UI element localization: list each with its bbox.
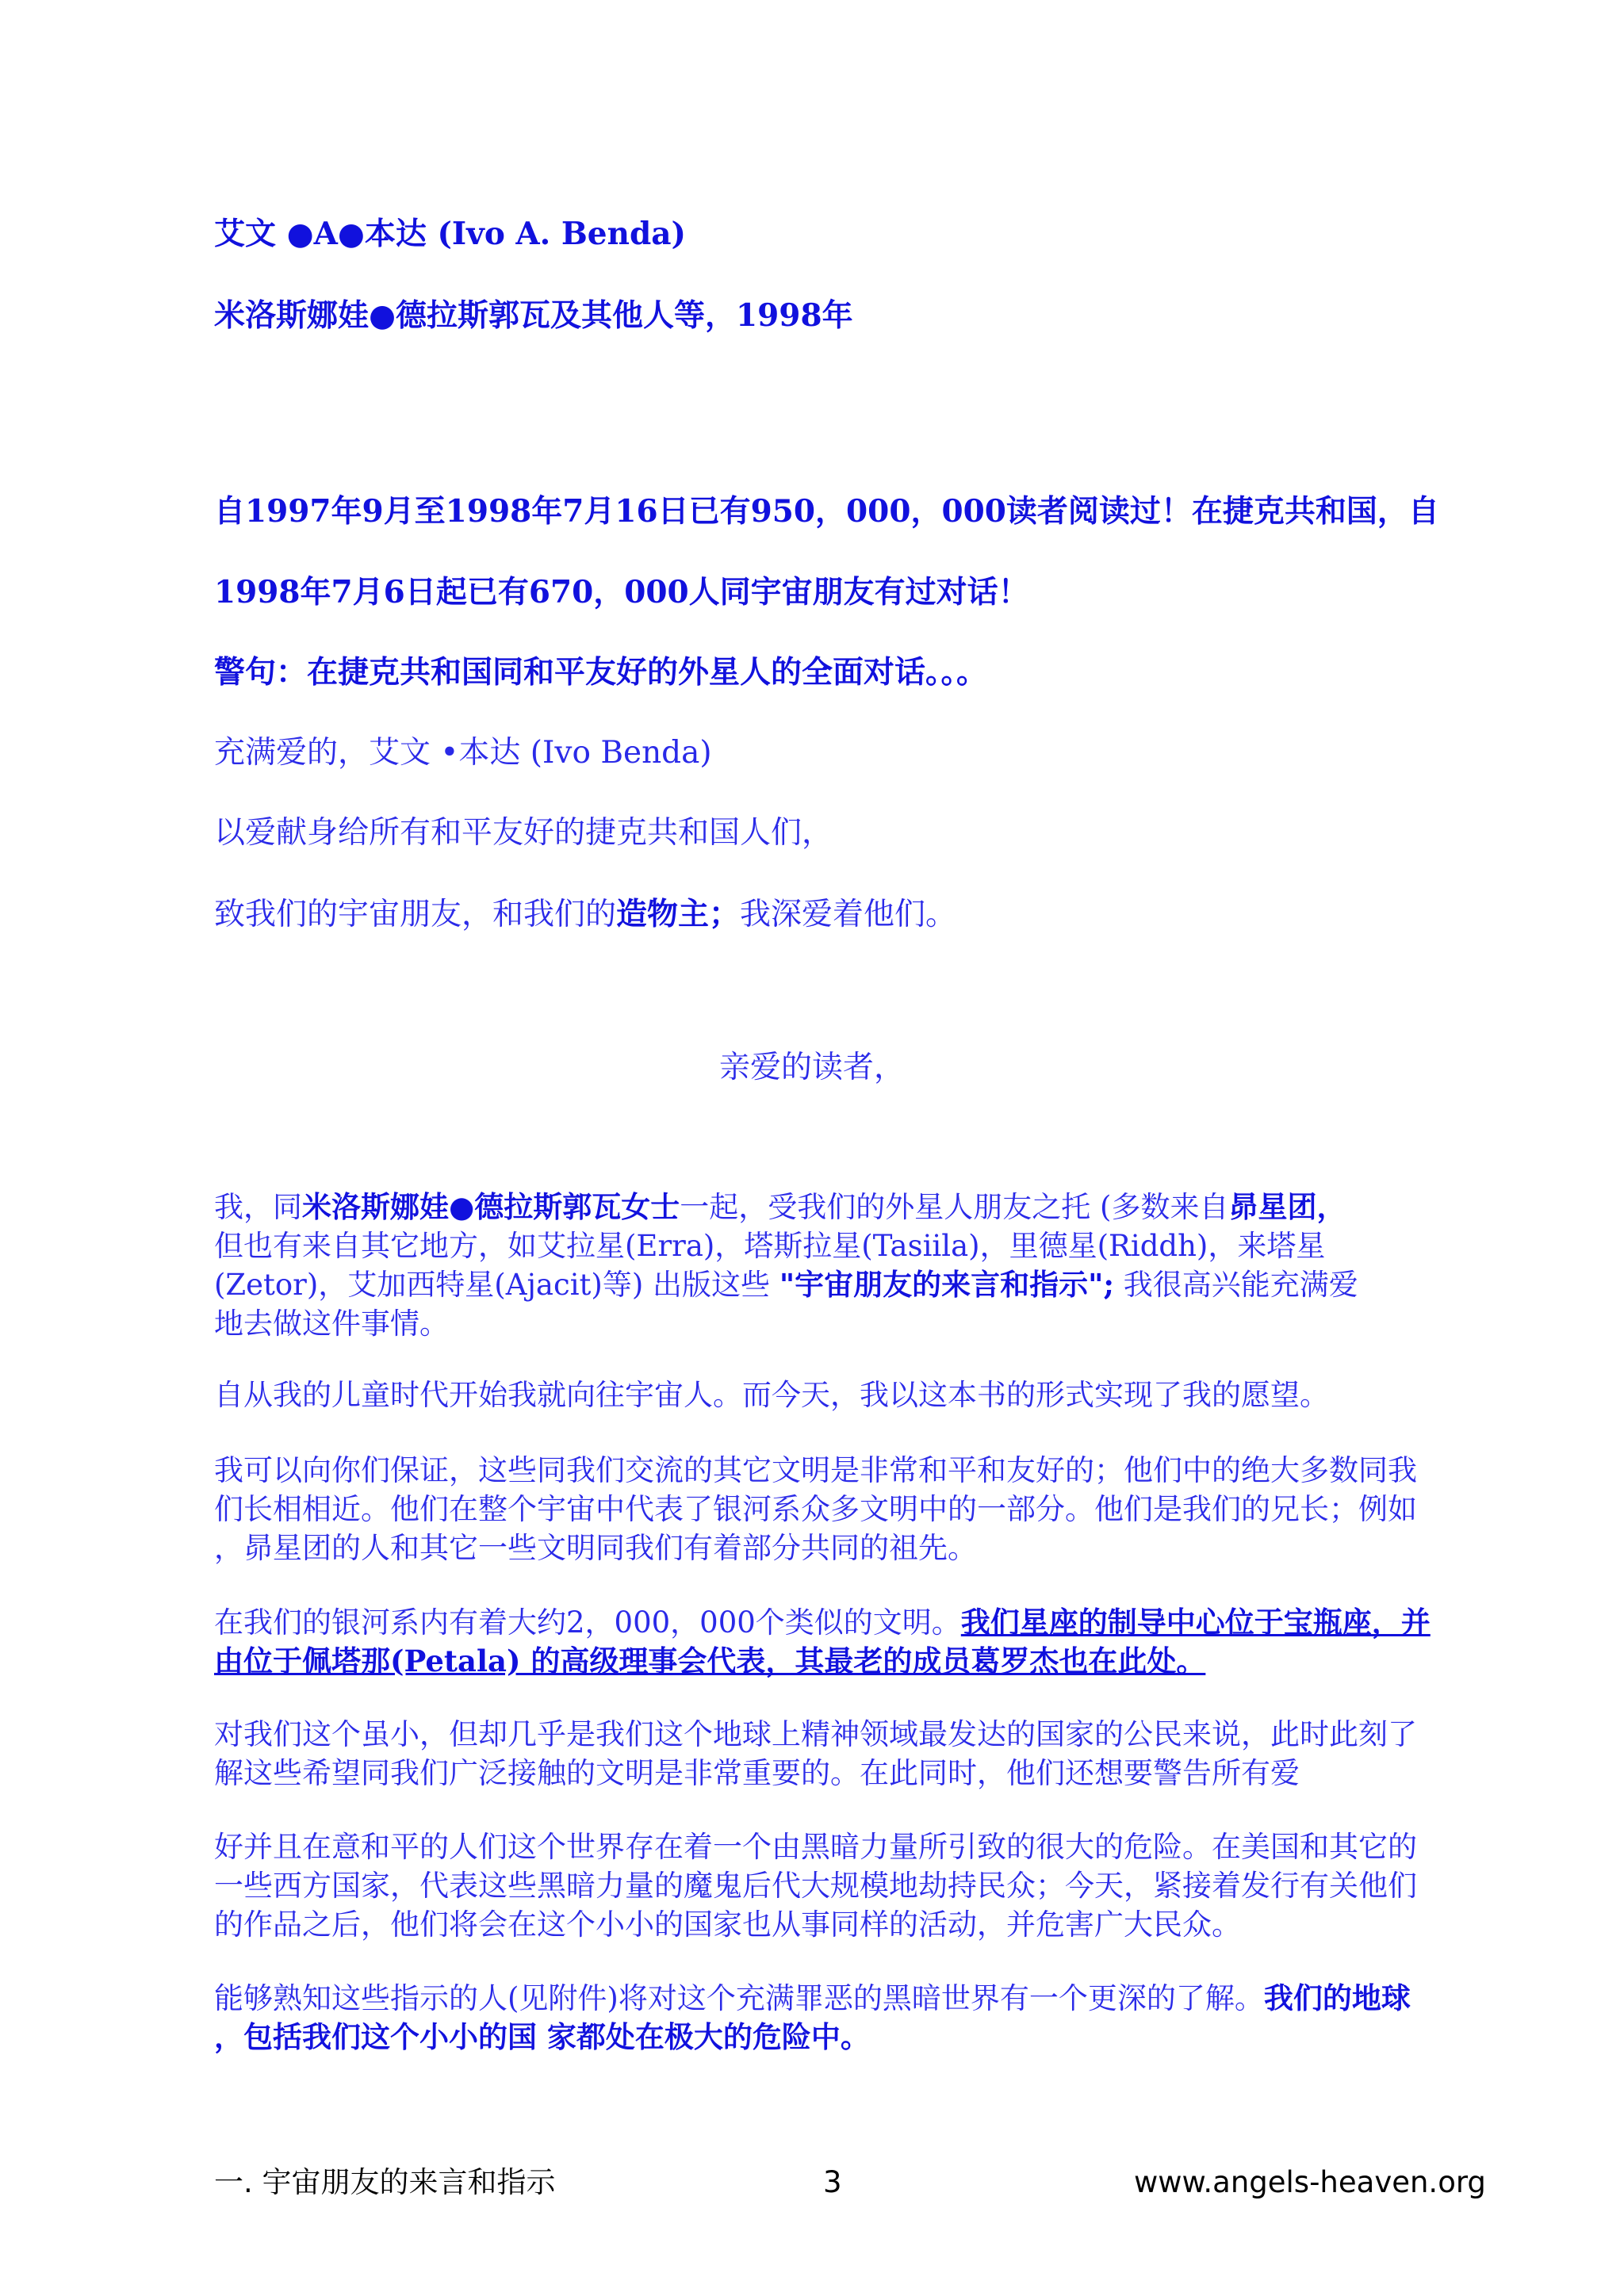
p7-text-a: 能够熟知这些指示的人(见附件)将对这个充满罪恶的黑暗世界有一个更深的了解。 (214, 1981, 1264, 2015)
paragraph-6-line-3: 的作品之后，他们将会在这个小小的国家也从事同样的活动，并危害广大民众。 (214, 1908, 1241, 1942)
paragraph-6 (214, 1827, 1459, 1944)
paragraph-5-line-2: 解这些希望同我们广泛接触的文明是非常重要的。在此同时，他们还想要警告所有爱 (214, 1756, 1300, 1790)
p7-bold-earth: 我们的地球 (1263, 1980, 1411, 2015)
paragraph-3-line-3: ，昴星团的人和其它一些文明同我们有着部分共同的祖先。 (214, 1531, 977, 1565)
paragraph-3-line-1: 我可以向你们保证，这些同我们交流的其它文明是非常和平和友好的；他们中的绝大多数同我 (214, 1453, 1417, 1487)
dedication-line-2 (214, 894, 956, 935)
paragraph-7 (214, 1979, 1459, 2057)
signature-line: 充满爱的，艾文 •本达 (Ivo Benda) (214, 735, 712, 771)
motto-line: 警句：在捷克共和国同和平友好的外星人的全面对话。。。 (214, 654, 988, 691)
paragraph-4-line-2: 由位于佩塔那(Petala) 的高级理事会代表，其最老的成员葛罗杰也在此处。 (214, 1644, 1206, 1678)
salutation: 亲爱的读者， (718, 1050, 905, 1085)
paragraph-3-line-2: 们长相相近。他们在整个宇宙中代表了银河系众多文明中的一部分。他们是我们的兄长；例如 (214, 1492, 1417, 1526)
paragraph-1-line-1 (214, 1188, 1459, 1226)
paragraph-4-line-1 (214, 1603, 1459, 1642)
p1-book-title-bold: "宇宙朋友的来言和指示"; (779, 1267, 1115, 1302)
dedication-line: 以爱献身给所有和平友好的捷克共和国人们， (214, 815, 833, 851)
coauthor-line: 米洛斯娜娃●德拉斯郭瓦及其他人等，1998年 (214, 297, 853, 334)
footer-chapter: 一. 宇宙朋友的来言和指示 (214, 2165, 556, 2199)
p1-name-bold: 米洛斯娜娃●德拉斯郭瓦女士 (302, 1189, 680, 1224)
paragraph-6-line-2: 一些西方国家，代表这些黑暗力量的魔鬼后代大规模地劫持民众；今天，紧接着发行有关他们 (214, 1869, 1417, 1903)
p1-text-h: 我很高兴能充满爱 (1114, 1268, 1358, 1302)
readership-line-2: 1998年7月6日起已有670，000人同宇宙朋友有过对话！ (214, 574, 1029, 610)
p1-pleiades-bold: 昴星团， (1228, 1189, 1346, 1224)
paragraph-4 (214, 1603, 1459, 1681)
p4-underlined-a: 我们星座的制导中心位于宝瓶座，并 (960, 1605, 1431, 1640)
paragraph-1-line-3 (214, 1265, 1459, 1304)
paragraph-1-line-4: 地去做这件事情。 (214, 1307, 449, 1341)
readership-line-1: 自1997年9月至1998年7月16日已有950，000，000读者阅读过！在捷克共和国，自 (214, 493, 1439, 530)
paragraph-1 (214, 1188, 1459, 1343)
footer-website[interactable]: www.angels-heaven.org (1134, 2165, 1486, 2199)
paragraph-3 (214, 1451, 1459, 1567)
paragraph-7-line-2: ，包括我们这个小小的国 家都处在极大的危险中。 (214, 2019, 870, 2054)
dedication-creator: 造物主； (616, 896, 741, 932)
p1-text-a: 我，同 (214, 1190, 302, 1224)
paragraph-6-line-1: 好并且在意和平的人们这个世界存在着一个由黑暗力量所引致的很大的危险。在美国和其它的 (214, 1830, 1417, 1864)
footer-page-number: 3 (823, 2165, 842, 2199)
p1-text-c: 一起，受我们的外星人朋友之托 (多数来自 (680, 1190, 1229, 1224)
paragraph-5 (214, 1715, 1459, 1793)
dedication-text-a: 致我们的宇宙朋友，和我们的 (214, 897, 617, 932)
paragraph-5-line-1: 对我们这个虽小，但却几乎是我们这个地球上精神领域最发达的国家的公民来说，此时此刻了 (214, 1717, 1417, 1751)
author-line: 艾文 ●A●本达 (Ivo A. Benda) (214, 216, 686, 252)
p4-text-a: 在我们的银河系内有着大约2，000，000个类似的文明。 (214, 1605, 961, 1640)
paragraph-2: 自从我的儿童时代开始我就向往宇宙人。而今天，我以这本书的形式实现了我的愿望。 (214, 1378, 1329, 1412)
paragraph-7-line-1 (214, 1979, 1459, 2018)
paragraph-1-line-2: 但也有来自其它地方，如艾拉星(Erra)，塔斯拉星(Tasiila)，里德星(Riddh)，来塔星 (214, 1229, 1326, 1263)
p1-text-f: (Zetor)，艾加西特星(Ajacit)等) 出版这些 (214, 1268, 779, 1302)
dedication-text-c: 我深爱着他们。 (740, 897, 957, 932)
